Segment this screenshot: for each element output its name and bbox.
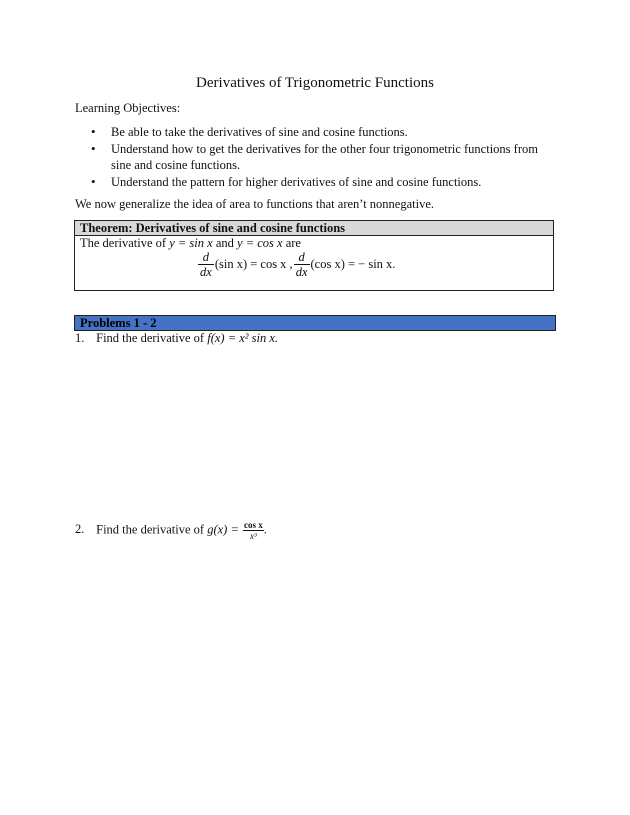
problem-text: Find the derivative of xyxy=(96,331,208,345)
theorem-text: The derivative of xyxy=(80,236,170,250)
fraction-denominator: x³ xyxy=(250,531,257,541)
d-dx-fraction xyxy=(198,250,214,279)
d-dx-fraction xyxy=(294,250,310,279)
problem-text: Find the derivative of xyxy=(96,522,208,537)
fraction-numerator: d xyxy=(198,250,214,265)
theorem-suffix: are xyxy=(282,236,301,250)
equation-y-sin: y = sin x xyxy=(169,236,213,250)
objective-item: • Understand how to get the derivatives for the other four trigonometric functions from sine and cosine functions. xyxy=(75,141,545,173)
fraction-denominator: dx xyxy=(200,265,212,279)
theorem-box xyxy=(74,220,554,291)
objective-item: • Be able to take the derivatives of sine and cosine functions. xyxy=(75,124,545,140)
cos-over-x-cubed xyxy=(243,520,264,541)
problems-heading: Problems 1 - 2 xyxy=(74,315,556,331)
intro-paragraph: We now generalize the idea of area to functions that aren’t nonnegative. xyxy=(75,197,435,211)
fraction-denominator: dx xyxy=(295,265,308,279)
page-title: Derivatives of Trigonometric Functions xyxy=(196,75,434,91)
derivative-formula xyxy=(197,250,395,279)
theorem-statement xyxy=(75,236,553,251)
objectives-label: Learning Objectives: xyxy=(75,101,181,115)
problem-2 xyxy=(75,520,267,541)
problem-1 xyxy=(75,331,278,346)
sin-derivative: (sin x) = cos x , xyxy=(214,257,293,271)
problem-expression: f(x) = x² sin x. xyxy=(207,331,279,345)
objective-item: • Understand the pattern for higher derivatives of sine and cosine functions. xyxy=(75,174,545,190)
problem-period: . xyxy=(263,522,267,537)
theorem-heading: Theorem: Derivatives of sine and cosine functions xyxy=(75,221,553,236)
fraction-numerator: cos x xyxy=(244,520,263,530)
fraction-numerator: d xyxy=(294,250,310,265)
cos-derivative: (cos x) = − sin x. xyxy=(310,257,396,271)
objectives-list xyxy=(75,124,545,191)
theorem-and: and xyxy=(212,236,238,250)
problem-number: 1. xyxy=(75,331,85,345)
equation-y-cos: y = cos x xyxy=(237,236,283,250)
problem-expression: g(x) = xyxy=(207,522,243,537)
problem-number: 2. xyxy=(75,522,85,537)
